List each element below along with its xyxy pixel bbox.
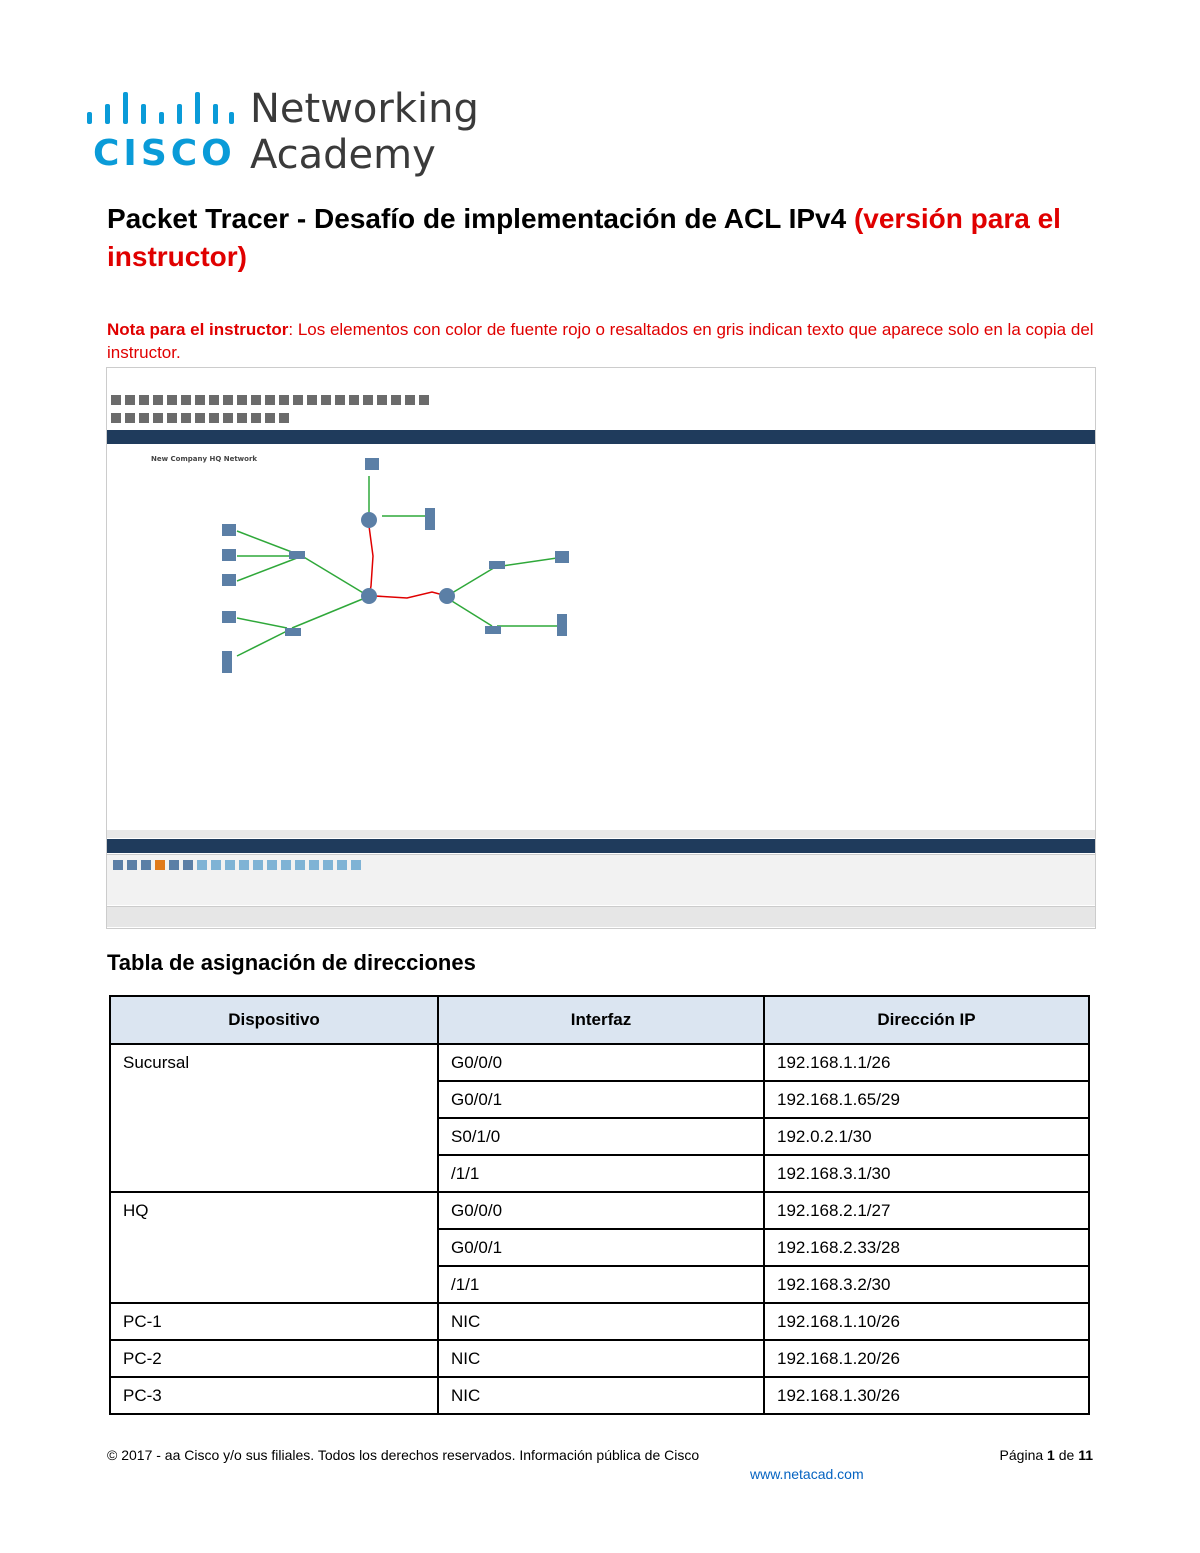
device-icons-row <box>113 860 361 872</box>
ip-cell: 192.168.2.1/27 <box>764 1192 1089 1229</box>
network-topology-diagram <box>107 446 1095 826</box>
ip-cell: 192.0.2.1/30 <box>764 1118 1089 1155</box>
interface-cell: G0/0/1 <box>438 1229 764 1266</box>
hq-router-icon <box>439 588 455 604</box>
instructor-note: Nota para el instructor: Los elementos con color de fuente rojo o resaltados en gris indican texto que aparece solo en la copia del instructor. <box>107 320 1094 362</box>
device-cell: HQ <box>110 1192 438 1303</box>
ip-cell: 192.168.3.2/30 <box>764 1266 1089 1303</box>
addressing-table <box>109 995 1090 1415</box>
section-heading: Tabla de asignación de direcciones <box>107 950 476 975</box>
table-header-row <box>110 996 1089 1044</box>
device-cell: PC-2 <box>110 1340 438 1377</box>
toolbar-main <box>111 395 429 407</box>
interface-cell: G0/0/0 <box>438 1044 764 1081</box>
taskbar <box>107 906 1095 927</box>
realtime-bar <box>107 839 1095 853</box>
toolbar-secondary <box>111 413 289 425</box>
interface-cell: NIC <box>438 1377 764 1414</box>
ip-cell: 192.168.1.20/26 <box>764 1340 1089 1377</box>
ip-cell: 192.168.1.10/26 <box>764 1303 1089 1340</box>
page-title: Packet Tracer - Desafío de implementación de ACL IPv4 (versión para el instructor) <box>107 203 1061 272</box>
interface-cell: G0/0/1 <box>438 1081 764 1118</box>
interface-cell: G0/0/0 <box>438 1192 764 1229</box>
device-cell: PC-3 <box>110 1377 438 1414</box>
network-title-label: New Company HQ Network <box>151 455 258 463</box>
ip-cell: 192.168.1.30/26 <box>764 1377 1089 1414</box>
switch-icon <box>289 551 305 559</box>
cisco-wordmark: CISCO <box>93 133 236 174</box>
horizontal-scrollbar <box>107 830 1095 838</box>
page-footer <box>107 1447 1093 1463</box>
ip-cell: 192.168.2.33/28 <box>764 1229 1089 1266</box>
header-interface: Interfaz <box>438 996 764 1044</box>
table-row <box>110 1303 1089 1340</box>
logo-academy: Academy <box>250 132 436 178</box>
interface-cell: /1/1 <box>438 1155 764 1192</box>
table-row <box>110 1044 1089 1081</box>
header-device: Dispositivo <box>110 996 438 1044</box>
cisco-bars-icon <box>85 90 235 132</box>
netacad-link[interactable]: www.netacad.com <box>750 1466 864 1482</box>
page-number: Página 1 de 11 <box>999 1447 1093 1463</box>
device-cell: PC-1 <box>110 1303 438 1340</box>
interface-cell: NIC <box>438 1303 764 1340</box>
table-row <box>110 1377 1089 1414</box>
packet-tracer-screenshot <box>106 367 1096 929</box>
branch-router-icon <box>361 588 377 604</box>
ip-cell: 192.168.1.65/29 <box>764 1081 1089 1118</box>
table-row <box>110 1340 1089 1377</box>
cisco-logo <box>85 85 485 180</box>
internet-pc-icon <box>365 458 379 470</box>
isp-router-icon <box>361 512 377 528</box>
copyright-text: © 2017 - aa Cisco y/o sus filiales. Todos los derechos reservados. Información pública de Cisco <box>107 1447 700 1463</box>
ip-cell: 192.168.1.1/26 <box>764 1044 1089 1081</box>
interface-cell: NIC <box>438 1340 764 1377</box>
server-icon <box>425 508 435 530</box>
ip-cell: 192.168.3.1/30 <box>764 1155 1089 1192</box>
table-row <box>110 1192 1089 1229</box>
interface-cell: S0/1/0 <box>438 1118 764 1155</box>
window-titlebar <box>107 368 1095 378</box>
device-cell: Sucursal <box>110 1044 438 1192</box>
logical-bar <box>107 430 1095 444</box>
interface-cell: /1/1 <box>438 1266 764 1303</box>
logo-networking: Networking <box>250 86 479 132</box>
header-ip: Dirección IP <box>764 996 1089 1044</box>
